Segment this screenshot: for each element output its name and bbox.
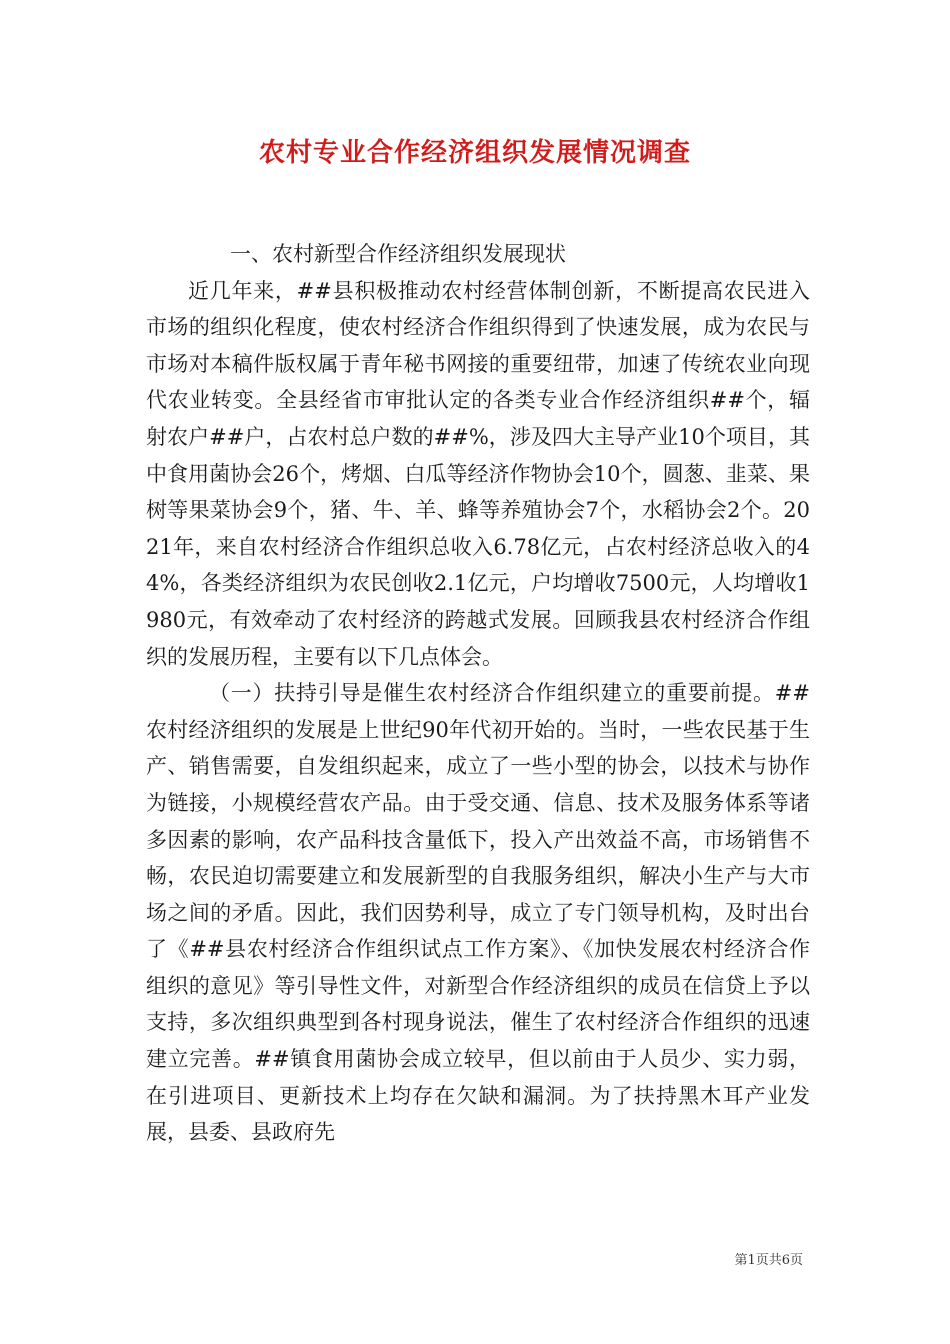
paragraph-support-guidance: （一）扶持引导是催生农村经济合作组织建立的重要前提。##农村经济组织的发展是上世纪90年代初开始的。当时，一些农民基于生产、销售需要，自发组织起来，成立了一些小型的协会，以技术与协作为链接，小规模经营农产品。由于受交通、信息、技术及服务体系等诸多因素的影响，农产品科技含量低下，投入产出效益不高，市场销售不畅，农民迫切需要建立和发展新型的自我服务组织，解决小生产与大市场之间的矛盾。因此，我们因势利导，成立了专门领导机构，及时出台了《##县农村经济合作组织试点工作方案》、《加快发展农村经济合作组织的意见》等引导性文件，对新型合作经济组织的成员在信贷上予以支持，多次组织典型到各村现身说法，催生了农村经济合作组织的迅速建立完善。##镇食用菌协会成立较早，但以前由于人员少、实力弱，在引进项目、更新技术上均存在欠缺和漏洞。为了扶持黑木耳产业发展，县委、县政府先	[146, 681, 810, 1145]
page-number: 第1页共6页	[734, 1253, 803, 1268]
document-body	[146, 236, 810, 1151]
document-title: 农村专业合作经济组织发展情况调查	[258, 138, 691, 168]
paragraph-overview: 近几年来，##县积极推动农村经营体制创新，不断提高农民进入市场的组织化程度，使农村经济合作组织得到了快速发展，成为农民与市场对本稿件版权属于青年秘书网接的重要纽带，加速了传统农业向现代农业转变。全县经省市审批认定的各类专业合作经济组织##个，辐射农户##户，占农村总户数的##%，涉及四大主导产业10个项目，其中食用菌协会26个，烤烟、白瓜等经济作物协会10个，圆葱、韭菜、果树等果菜协会9个，猪、牛、羊、蜂等养殖协会7个，水稻协会2个。2021年，来自农村经济合作组织总收入6.78亿元，占农村经济总收入的44%，各类经济组织为农民创收2.1亿元，户均增收7500元，人均增收1980元，有效牵动了农村经济的跨越式发展。回顾我县农村经济合作组织的发展历程，主要有以下几点体会。	[146, 278, 810, 669]
section-heading: 一、农村新型合作经济组织发展现状	[230, 242, 566, 266]
